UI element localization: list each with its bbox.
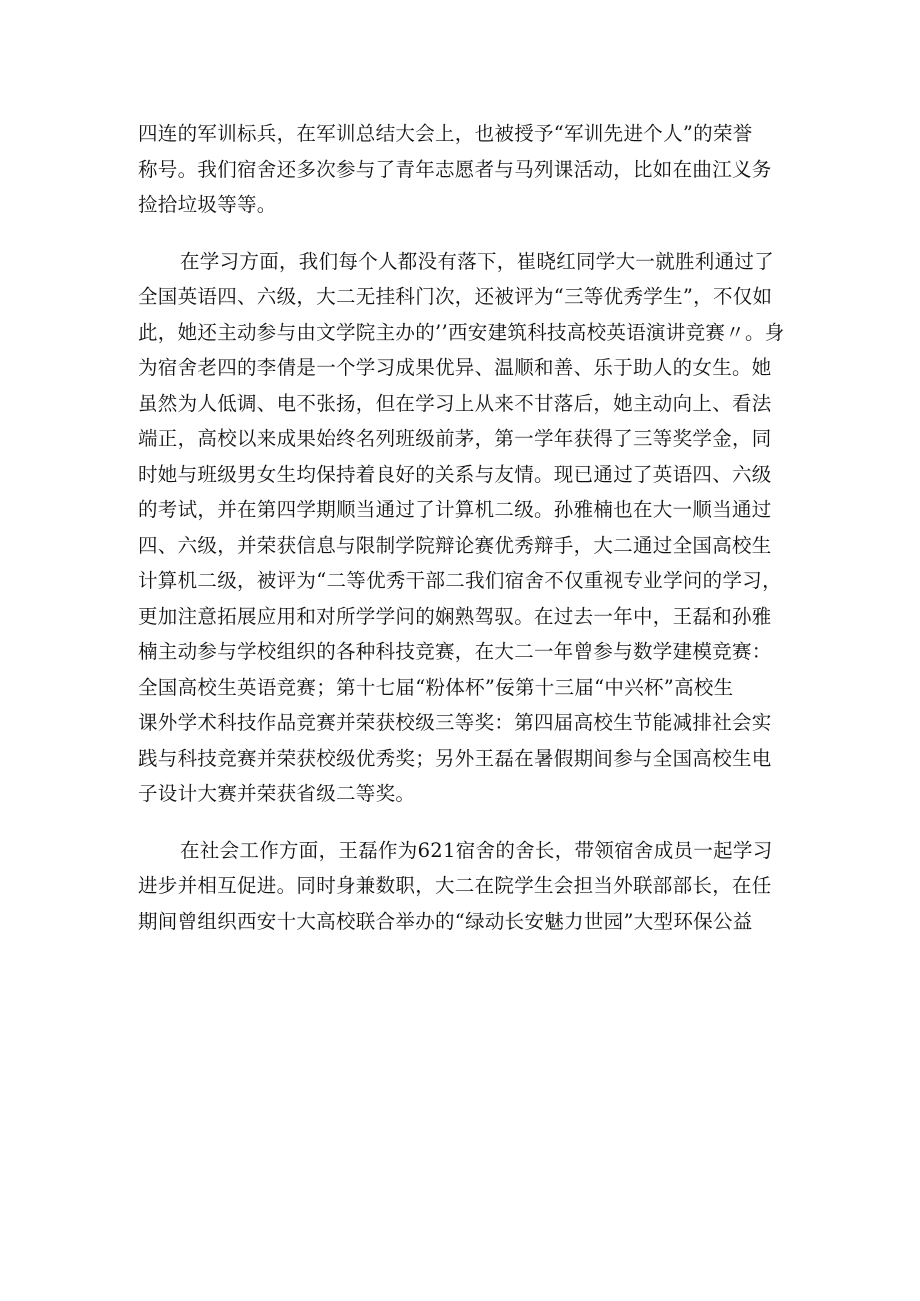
text-line: 此，她还主动参与由文学院主办的’’西安建筑科技高校英语演讲竞赛〃。身 xyxy=(138,320,785,344)
text-line: 计算机二级，被评为“二等优秀干部二我们宿舍不仅重视专业学问的学习， xyxy=(138,569,782,592)
paragraph-spacer xyxy=(138,223,798,244)
text-line: 捡拾垃圾等等。 xyxy=(138,193,277,216)
text-line: 虽然为人低调、电不张扬，但在学习上从来不甘落后，她主动向上、看法 xyxy=(138,391,772,415)
text-line: 期间曾组织西安十大高校联合举办的“绿动长安魅力世园”大型环保公益 xyxy=(138,909,753,933)
text-line: 子设计大赛并荣获省级二等奖。 xyxy=(138,782,416,805)
text-line: 称号。我们宿舍还多次参与了青年志愿者与马列课活动，比如在曲江义务 xyxy=(138,157,772,181)
paragraph-2 xyxy=(138,244,798,812)
text-line: 楠主动参与学校组织的各种科技竞赛，在大二一年曾参与数学建模竞赛： xyxy=(138,640,772,663)
text-line: 践与科技竞赛并荣获校级优秀奖；另外王磊在暑假期间参与全国高校生电 xyxy=(138,746,772,770)
paragraph-3 xyxy=(138,833,798,940)
paragraph-spacer xyxy=(138,812,798,833)
text-line: 的考试，并在第四学期顺当通过了计算机二级。孙雅楠也在大一顺当通过 xyxy=(138,498,772,521)
text-line: 四、六级，并荣获信息与限制学院辩论赛优秀辩手，大二通过全国高校生 xyxy=(138,533,772,557)
text-line: 全国英语四、六级，大二无挂科门次，还被评为“三等优秀学生”，不仅如 xyxy=(138,285,773,308)
text-line-first: 在学习方面，我们每个人都没有落下，崔晓红同学大一就胜利通过了 xyxy=(180,249,775,273)
text-line: 课外学术科技作品竞赛并荣获校级三等奖：第四届高校生节能减排社会实 xyxy=(138,711,772,734)
paragraph-1 xyxy=(138,116,798,223)
text-line: 时她与班级男女生均保持着良好的关系与友情。现已通过了英语四、六级 xyxy=(138,462,772,486)
text-line: 更加注意拓展应用和对所学学问的娴熟驾驭。在过去一年中，王磊和孙雅 xyxy=(138,604,772,628)
text-line: 为宿舍老四的李倩是一个学习成果优异、温顺和善、乐于助人的女生。她 xyxy=(138,356,772,379)
text-line: 四连的军训标兵，在军训总结大会上，也被授予“军训先进个人”的荣誉 xyxy=(138,122,753,145)
text-line: 端正，高校以来成果始终名列班级前茅，第一学年获得了三等奖学金，同 xyxy=(138,427,772,450)
text-line: 全国高校生英语竞赛；第十七届“粉体杯”佞第十三届“中兴杯”高校生 xyxy=(138,675,734,699)
text-line: 进步并相互促进。同时身兼数职，大二在院学生会担当外联部部长，在任 xyxy=(138,874,772,897)
document-body xyxy=(138,116,798,939)
text-line-first: 在社会工作方面，王磊作为621宿舍的舍长，带领宿舍成员一起学习 xyxy=(180,838,773,862)
